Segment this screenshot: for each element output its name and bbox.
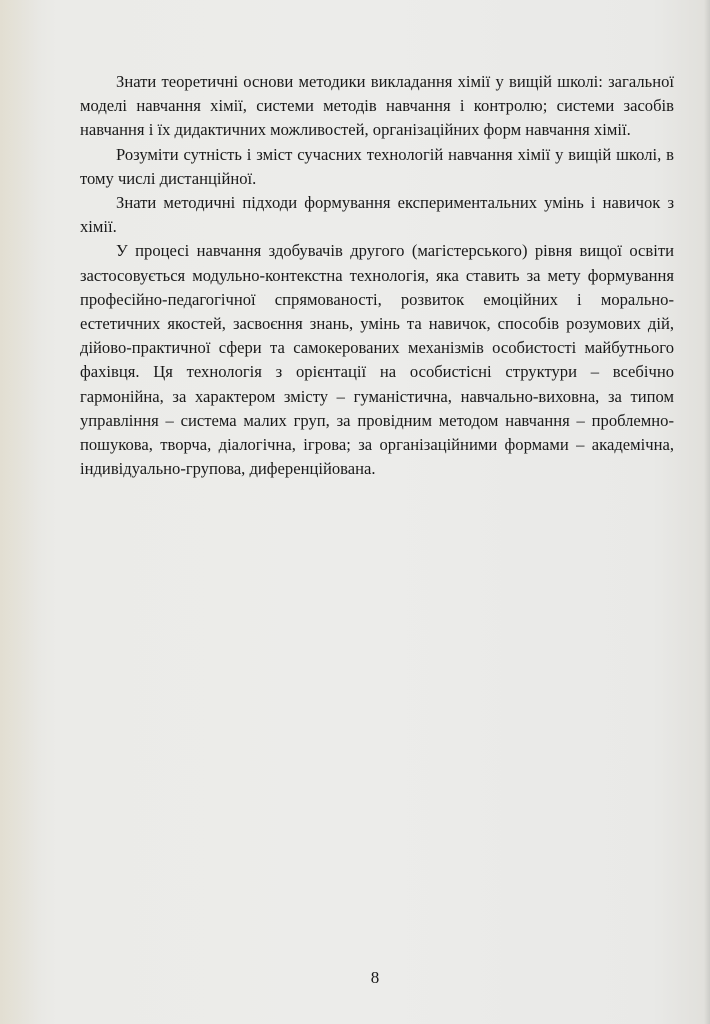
paragraph-understand-technologies: Розуміти сутність і зміст сучасних технологій навчання хімії у вищій школі, в тому числі дистанційної. (80, 144, 674, 188)
paragraph-know-methods: Знати методичні підходи формування експериментальних умінь і навичок з хімії. (80, 193, 674, 237)
paragraph-modular-technology: У процесі навчання здобувачів другого (магістерського) рівня вищої освіти застосовується модульно-контекстна технологія, яка ставить за мету формування професійно-педагогічної спрямованості, розвиток емоційних і морально-естетичних якостей, засвоєння знань, умінь та навичок, способів розумових дій, дійово-практичної сфери та самокерованих механізмів особистості майбутнього фахівця. Ця технологія з орієнтації на особистісні структури – всебічно гармонійна, за характером змісту – гуманістична, навчально-виховна, за типом управління – система малих груп, за провідним методом навчання – проблемно-пошукова, творча, діалогічна, ігрова; за організаційними формами – академічна, індивідуально-групова, диференційована. (80, 241, 674, 479)
paragraph-know-theory: Знати теоретичні основи методики викладання хімії у вищій школі: загальної моделі навчання хімії, системи методів навчання і контролю; системи засобів навчання і їх дидактичних можливостей, організаційних форм навчання хімії. (80, 72, 674, 140)
page-shadow (0, 0, 40, 1024)
body-text (80, 70, 674, 481)
page-number: 8 (370, 968, 380, 987)
page-edge (704, 0, 710, 1024)
